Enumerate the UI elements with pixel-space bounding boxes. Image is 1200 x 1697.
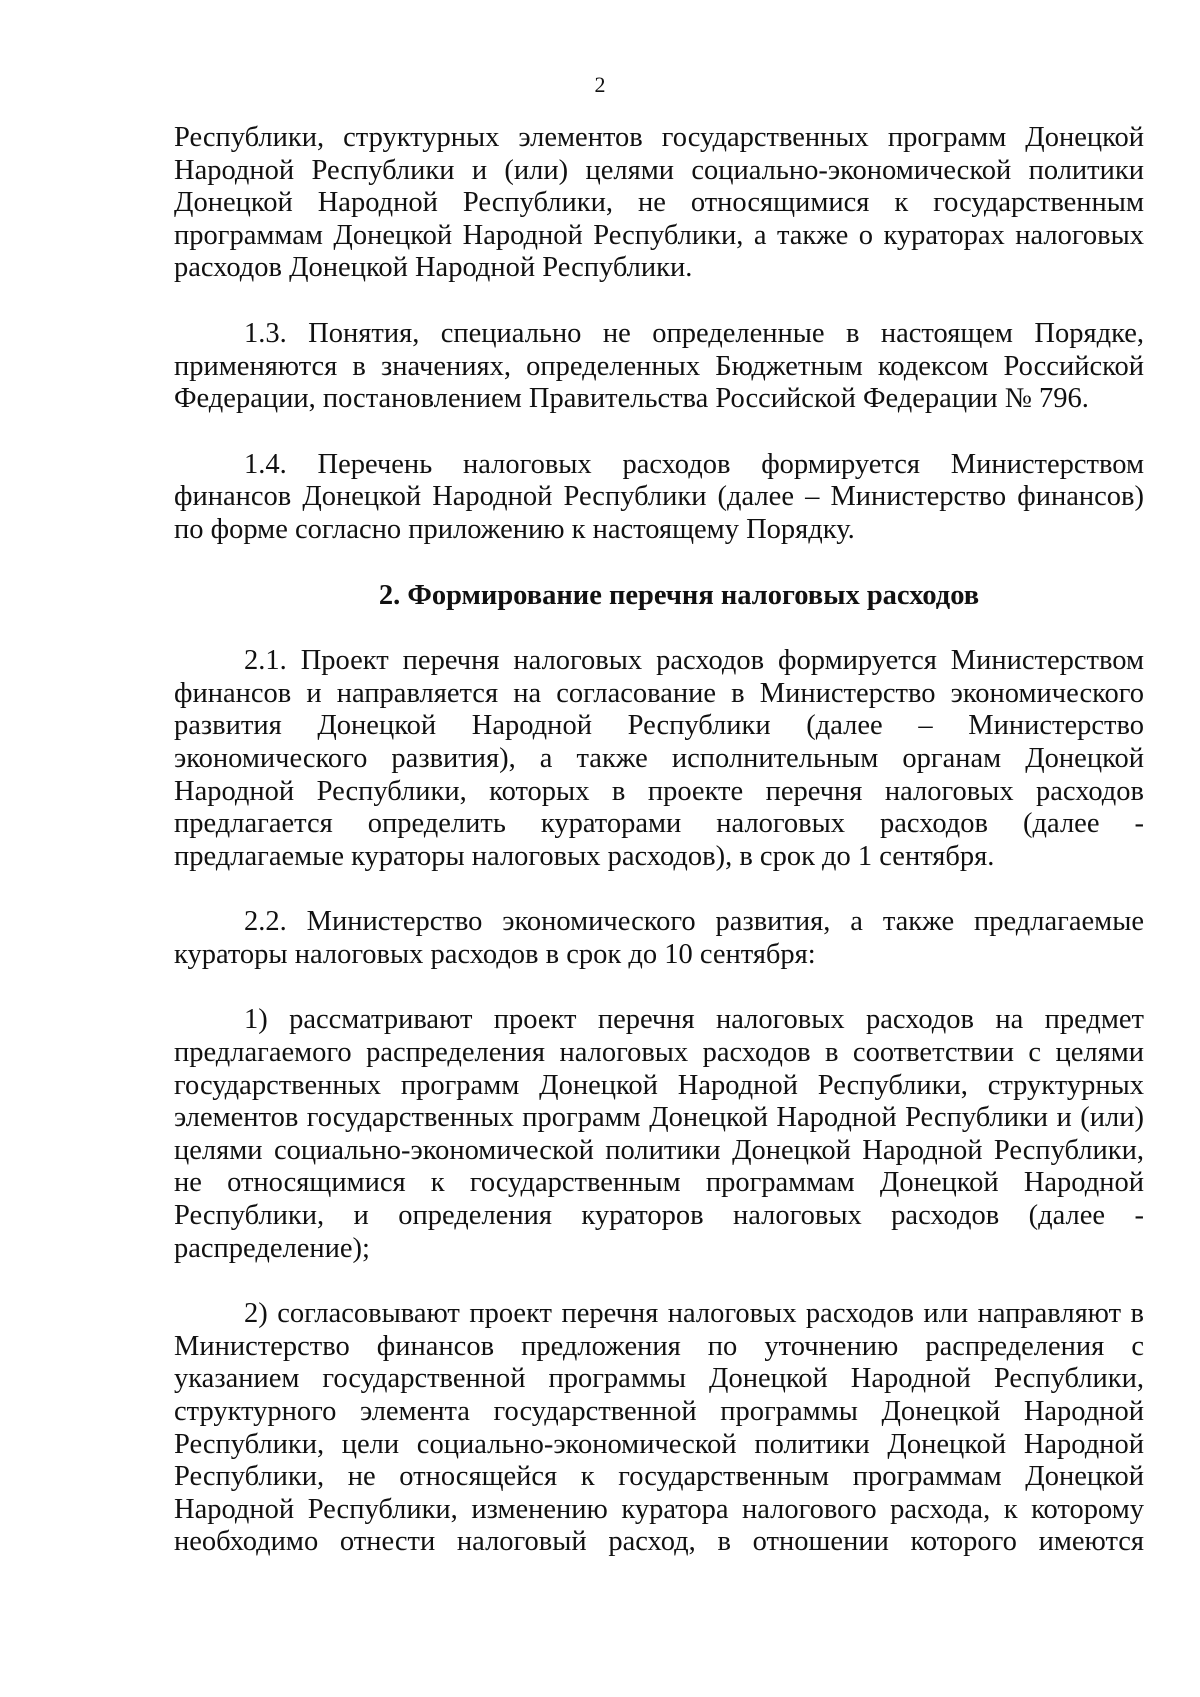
paragraph-continuation: Республики, структурных элементов государственных программ Донецкой Народной Республики и (или) целями социально-экономической политики Донецкой Народной Республики, не относящимися к государственным программам Донецкой Народной Республики, а также о кураторах налоговых расходов Донецкой Народной Республики. — [174, 122, 1144, 284]
list-item-2: 2) согласовывают проект перечня налоговых расходов или направляют в Министерство финансов предложения по уточнению распределения с указанием государственной программы Донецкой Народной Республики, структурного элемента государственной программы Донецкой Народной Республики, цели социально-экономической политики Донецкой Народной Республики, не относящейся к государственным программам Донецкой Народной Республики, изменению куратора налогового расхода, к которому необходимо отнести налоговый расход, в отношении которого имеются — [174, 1298, 1144, 1558]
paragraph-2-1: 2.1. Проект перечня налоговых расходов формируется Министерством финансов и направляется на согласование в Министерство экономического развития Донецкой Народной Республики (далее – Министерство экономического развития), а также исполнительным органам Донецкой Народной Республики, которых в проекте перечня налоговых расходов предлагается определить кураторами налоговых расходов (далее - предлагаемые кураторы налоговых расходов), в срок до 1 сентября. — [174, 645, 1144, 872]
page-number: 2 — [594, 72, 606, 97]
document-body — [174, 122, 1144, 1559]
paragraph-1-3: 1.3. Понятия, специально не определенные в настоящем Порядке, применяются в значениях, определенных Бюджетным кодексом Российской Федерации, постановлением Правительства Российской Федерации № 796. — [174, 317, 1144, 415]
section-heading-2: 2. Формирование перечня налоговых расходов — [378, 579, 980, 611]
paragraph-2-2: 2.2. Министерство экономического развития, а также предлагаемые кураторы налоговых расходов в срок до 10 сентября: — [174, 906, 1144, 970]
list-item-1: 1) рассматривают проект перечня налоговых расходов на предмет предлагаемого распределения налоговых расходов в соответствии с целями государственных программ Донецкой Народной Республики, структурных элементов государственных программ Донецкой Народной Республики и (или) целями социально-экономической политики Донецкой Народной Республики, не относящимися к государственным программам Донецкой Народной Республики, и определения кураторов налоговых расходов (далее - распределение); — [174, 1004, 1144, 1264]
paragraph-1-4: 1.4. Перечень налоговых расходов формируется Министерством финансов Донецкой Народной Республики (далее – Министерство финансов) по форме согласно приложению к настоящему Порядку. — [174, 448, 1144, 545]
